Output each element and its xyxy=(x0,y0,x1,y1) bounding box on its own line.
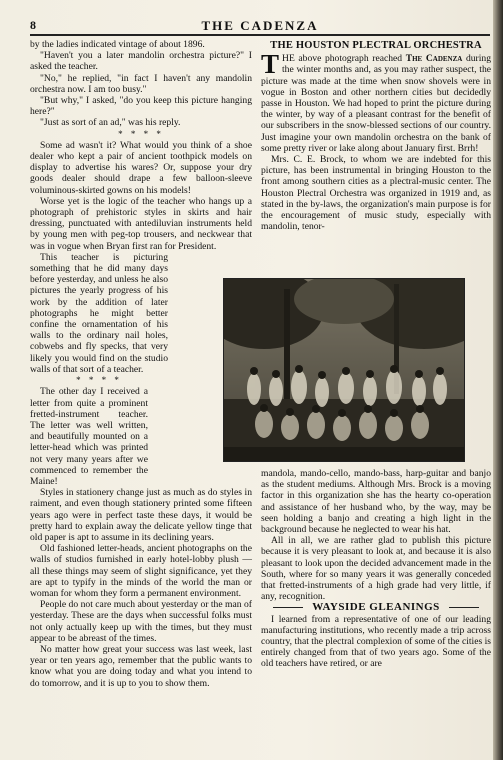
header-rule xyxy=(30,34,490,36)
page-header xyxy=(30,18,490,34)
paragraph: All in all, we are rather glad to publish this picture because it is very pleasant to look at, and because it is also pleasant to look upon the decided advancement made in the South, where for so many years it was generally conceded that fretted-instruments of a high grade had very little, if any, recognition. xyxy=(261,535,491,603)
paragraph: Mrs. C. E. Brock, to whom we are indebted for this picture, has been instrumental in bringing Houston to the front among southern cities as a plectral-music center. The Houston Plectral Orchestra was organized in 1919 and, as stated in the by-laws, the organization's main purpose is for the encouragement of music study, especially with mandolin, tenor- xyxy=(261,154,491,233)
drop-cap: T xyxy=(261,49,280,80)
article-title: THE HOUSTON PLECTRAL ORCHESTRA xyxy=(270,40,482,51)
orchestra-photograph xyxy=(223,278,465,462)
paragraph: by the ladies indicated vintage of about 1896. xyxy=(30,39,205,50)
paragraph: This teacher is picturing something that he did many days before yesterday, and unless he also pictures the yearly progress of his work by the addition of later photographs he might better confine the ornamentation of his walls to the ordinary nail holes, cobwebs and fly specks, that very likely you would find on the studio walls of that sort of a teacher. xyxy=(30,251,168,375)
section-divider: * * * * xyxy=(118,128,164,139)
paragraph: People do not care much about yesterday or the man of yesterday. These are the days when successful folks must not only actually keep up with the times, but they must appear to be abreast of the times. xyxy=(30,599,252,644)
paragraph: Old fashioned letter-heads, ancient photographs on the walls of studios furnished in early hotel-lobby plush — all these things may seem of slight significance, yet they are apt to typify in the minds of the world the man or woman for whom they form a permanent environment. xyxy=(30,543,252,599)
book-spine xyxy=(493,0,503,760)
paragraph: Worse yet is the logic of the teacher who hangs up a photograph of prehistoric styles in skirts and hair dressing, punctuated with antediluvian instruments held by young men with peg-top trousers, and neckwear that was in vogue when Bryan first ran for President. xyxy=(30,195,252,252)
right-column-top xyxy=(261,40,491,232)
paragraph: "But why," I asked, "do you keep this picture hanging here?" xyxy=(30,95,252,118)
paragraph: Styles in stationery change just as much as do styles in raiment, and even though stationery printed some fifteen years ago were in perfect taste these days, it would be pretty hard to explain away the delicate yellow tinge that old paper is apt to assume in its declining years. xyxy=(30,487,252,543)
lead-paragraph: THE above photograph reached The Cadenza during the winter months and, as you may rather suspect, the picture was made at the time when snow shovels were in vogue in Boston and other northern cities but decidedly passe in Houston. We had hoped to print the picture during the winter, by way of a pleasant contrast for the benefit of our subscribers in the snow-blessed sections of our country. Just imagine your own mandolin orchestra on the bank of some pretty river or lake along about January first. Brrh! xyxy=(261,49,491,154)
paragraph: "Just as sort of an ad," was his reply. xyxy=(40,117,181,129)
magazine-name: The Cadenza xyxy=(405,53,463,65)
paragraph: Some ad wasn't it? What would you think of a shoe dealer who kept a pair of ancient toothpick models on display to advertise his wares? Or, suppose your dry goods dealer should drape a few balloon-sleeve voluminous-skirted gowns on his models! xyxy=(30,139,252,196)
paragraph: The other day I received a letter from quite a prominent fretted-instrument teacher. The letter was well written, and beautifully mounted on a letter-head which was printed not very many years after we commenced to remember the Maine! xyxy=(30,386,148,487)
section-heading: WAYSIDE GLEANINGS xyxy=(261,602,491,613)
paragraph: I learned from a representative of one of our leading manufacturing institutions, who recently made a trip across country, that the plectral complexion of some of the cities is entirely changed from that of two years ago. Some of the old teachers have retired, or are xyxy=(261,613,491,670)
paragraph: mandola, mando-cello, mando-bass, harp-guitar and banjo as the student mediums. Although Mrs. Brock is a moving factor in this organization she has the hearty co-operation and assistance of her husband who, by the way, may be seen holding a banjo and creating a high light in the background because he neglected to wear his hat. xyxy=(261,468,491,536)
page-number: 8 xyxy=(30,18,36,32)
right-column-bottom xyxy=(261,468,491,670)
running-title: THE CADENZA xyxy=(201,18,319,33)
paragraph: "Haven't you a later mandolin orchestra picture?" I asked the teacher. xyxy=(30,50,252,73)
paragraph: No matter how great your success was last week, last year or ten years ago, remember that the public wants to know what you are doing today and what you intend to do tomorrow, and it is up to you to show them. xyxy=(30,643,252,689)
left-column xyxy=(30,39,252,689)
section-divider: * * * * xyxy=(76,375,122,386)
paragraph: "No," he replied, "in fact I haven't any mandolin orchestra now. I am too busy." xyxy=(30,72,252,95)
